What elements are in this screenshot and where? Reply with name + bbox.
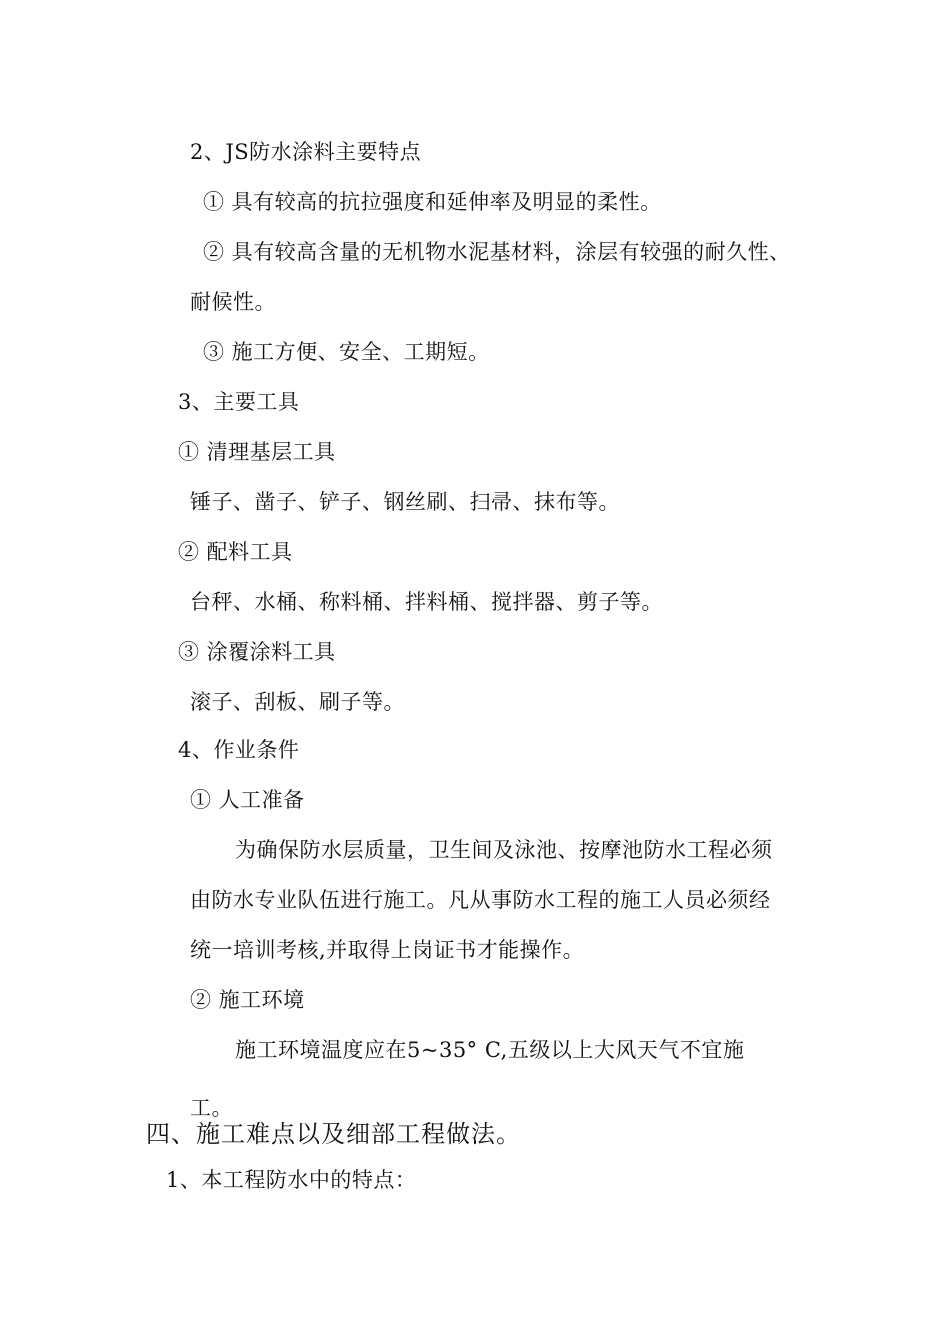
subsection-heading-js-features: 2、JS防水涂料主要特点 <box>190 140 422 164</box>
paragraph-personnel-line-2: 由防水专业队伍进行施工。凡从事防水工程的施工人员必须经 <box>190 888 771 912</box>
paragraph-environment-line-2: 工。 <box>190 1096 233 1120</box>
tool-list-coating: 滚子、刮板、刷子等。 <box>190 690 405 714</box>
feature-item-1: ① 具有较高的抗拉强度和延伸率及明显的柔性。 <box>203 190 662 214</box>
condition-heading-personnel: ① 人工准备 <box>190 788 305 812</box>
tool-category-coating: ③ 涂覆涂料工具 <box>178 640 336 664</box>
tool-category-mixing: ② 配料工具 <box>178 540 293 564</box>
paragraph-personnel-line-1: 为确保防水层质量，卫生间及泳池、按摩池防水工程必须 <box>235 838 773 862</box>
tool-category-cleaning: ① 清理基层工具 <box>178 440 336 464</box>
feature-item-2-continued: 耐候性。 <box>190 290 276 314</box>
section-heading-construction-difficulties: 四、施工难点以及细部工程做法。 <box>146 1120 521 1148</box>
paragraph-environment-line-1: 施工环境温度应在5~35° C,五级以上大风天气不宜施 <box>235 1038 745 1062</box>
feature-item-3: ③ 施工方便、安全、工期短。 <box>203 340 490 364</box>
tool-list-mixing: 台秤、水桶、称料桶、拌料桶、搅拌器、剪子等。 <box>190 590 663 614</box>
paragraph-personnel-line-3: 统一培训考核,并取得上岗证书才能操作。 <box>190 938 585 962</box>
subsection-heading-waterproofing-features: 1、本工程防水中的特点： <box>166 1168 417 1192</box>
condition-heading-environment: ② 施工环境 <box>190 988 305 1012</box>
feature-item-2: ② 具有较高含量的无机物水泥基材料，涂层有较强的耐久性、 <box>203 240 791 264</box>
subsection-heading-main-tools: 3、主要工具 <box>178 390 300 414</box>
tool-list-cleaning: 锤子、凿子、铲子、钢丝刷、扫帚、抹布等。 <box>190 490 620 514</box>
subsection-heading-work-conditions: 4、作业条件 <box>178 738 300 762</box>
